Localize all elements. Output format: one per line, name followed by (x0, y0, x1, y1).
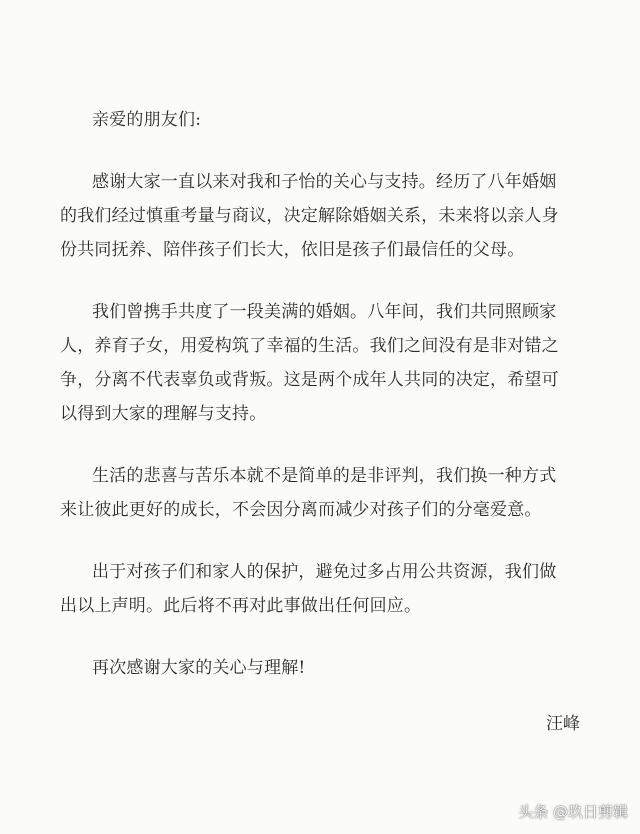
paragraph-1-line-3: 份共同抚养、陪伴孩子们长大，依旧是孩子们最信任的父母。 (60, 240, 525, 260)
paragraph-4-line-2: 出以上声明。此后将不再对此事做出任何回应。 (60, 596, 422, 616)
paragraph-3-line-2: 来让彼此更好的成长，不会因分离而减少对孩子们的分毫爱意。 (60, 500, 542, 520)
paragraph-2-line-1: 我们曾携手共度了一段美满的婚姻。八年间，我们共同照顾家 (92, 302, 557, 322)
paragraph-2-line-4: 以得到大家的理解与支持。 (60, 404, 267, 424)
letter-signature: 汪峰 (546, 714, 580, 734)
letter-greeting: 亲爱的朋友们: (92, 110, 202, 130)
paragraph-5-line-1: 再次感谢大家的关心与理解! (92, 658, 306, 678)
paragraph-1-line-2: 的我们经过慎重考量与商议，决定解除婚姻关系，未来将以亲人身 (60, 206, 559, 226)
paragraph-3-line-1: 生活的悲喜与苦乐本就不是简单的是非评判，我们换一种方式 (92, 466, 557, 486)
paragraph-1-line-1: 感谢大家一直以来对我和子怡的关心与支持。经历了八年婚姻 (92, 172, 557, 192)
watermark: 头条 @玖日剪辑 (518, 803, 628, 821)
paragraph-2-line-2: 人，养育子女，用爱构筑了幸福的生活。我们之间没有是非对错之 (60, 336, 559, 356)
paragraph-2-line-3: 争，分离不代表辜负或背叛。这是两个成年人共同的决定，希望可 (60, 370, 559, 390)
paragraph-4-line-1: 出于对孩子们和家人的保护，避免过多占用公共资源，我们做 (92, 562, 557, 582)
